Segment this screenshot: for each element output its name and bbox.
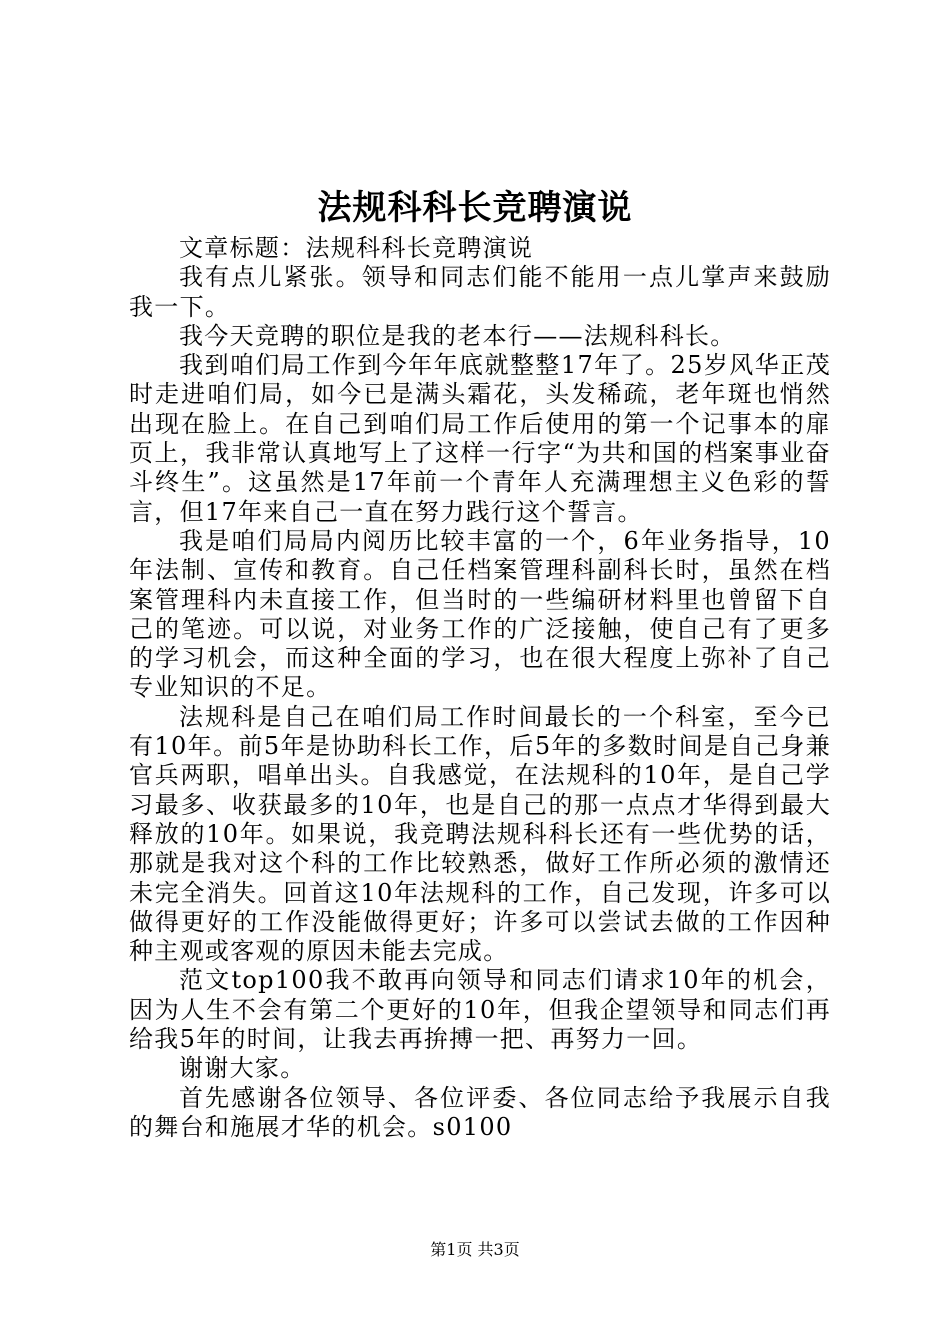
paragraph: 我到咱们局工作到今年年底就整整17年了。25岁风华正茂时走进咱们局，如今已是满头霜花，头发稀疏，老年斑也悄然出现在脸上。在自己到咱们局工作后使用的第一个记事本的扉页上，我非常认真地写上了这样一行字“为共和国的档案事业奋斗终生”。这虽然是17年前一个青年人充满理想主义色彩的誓言，但17年来自己一直在努力践行这个誓言。: [129, 351, 831, 526]
paragraph: 我有点儿紧张。领导和同志们能不能用一点儿掌声来鼓励我一下。: [129, 263, 831, 321]
paragraph: 我是咱们局局内阅历比较丰富的一个，6年业务指导，10年法制、宣传和教育。自己任档案管理科副科长时，虽然在档案管理科内未直接工作，但当时的一些编研材料里也曾留下自己的笔迹。可以说，对业务工作的广泛接触，使自己有了更多的学习机会，而这种全面的学习，也在很大程度上弥补了自己专业知识的不足。: [129, 526, 831, 702]
paragraph-article-title: 文章标题：法规科科长竞聘演说: [179, 234, 534, 262]
paragraph: 范文top100我不敢再向领导和同志们请求10年的机会，因为人生不会有第二个更好的10年，但我企望领导和同志们再给我5年的时间，让我去再拚搏一把、再努力一回。: [129, 966, 831, 1054]
document-title: 法规科科长竞聘演说: [317, 188, 633, 228]
paragraph: 首先感谢各位领导、各位评委、各位同志给予我展示自我的舞台和施展才华的机会。s0100: [129, 1083, 831, 1141]
paragraph: 我今天竞聘的职位是我的老本行——法规科科长。: [179, 321, 736, 350]
page-number-footer: 第1页 共3页: [430, 1240, 520, 1259]
paragraph: 法规科是自己在咱们局工作时间最长的一个科室，至今已有10年。前5年是协助科长工作，后5年的多数时间是自己身兼官兵两职，唱单出头。自我感觉，在法规科的10年，是自己学习最多、收获最多的10年，也是自己的那一点点才华得到最大释放的10年。如果说，我竞聘法规科科长还有一些优势的话，那就是我对这个科的工作比较熟悉，做好工作所必须的激情还未完全消失。回首这10年法规科的工作，自己发现，许多可以做得更好的工作没能做得更好；许多可以尝试去做的工作因种种主观或客观的原因未能去完成。: [129, 702, 831, 966]
document-body: [129, 234, 831, 1142]
paragraph: 谢谢大家。: [179, 1054, 306, 1083]
